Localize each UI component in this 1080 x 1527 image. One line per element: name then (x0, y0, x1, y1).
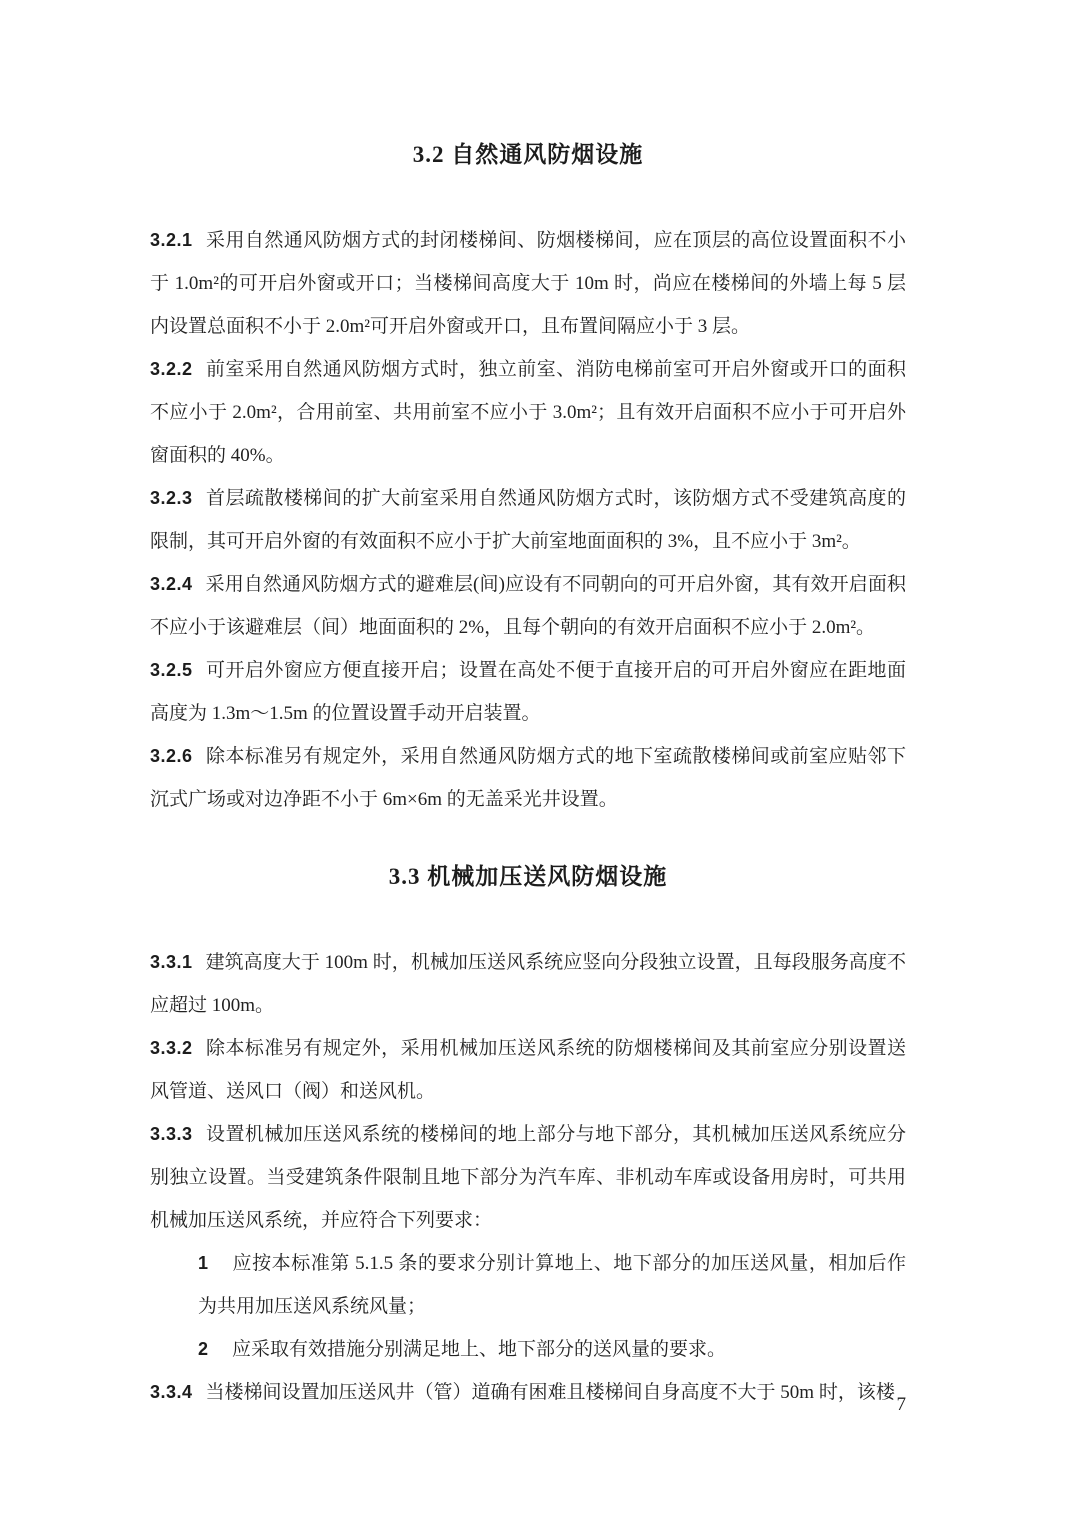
clause-number: 3.2.4 (150, 574, 193, 594)
item-text: 应按本标准第 5.1.5 条的要求分别计算地上、地下部分的加压送风量，相加后作为共用加压送风系统风量； (198, 1253, 906, 1317)
page-number: 7 (896, 1394, 906, 1415)
clause-text: 设置机械加压送风系统的楼梯间的地上部分与地下部分，其机械加压送风系统应分别独立设置。当受建筑条件限制且地下部分为汽车库、非机动车库或设备用房时，可共用机械加压送风系统，并应符合下列要求： (150, 1124, 906, 1231)
clause-text: 除本标准另有规定外，采用机械加压送风系统的防烟楼梯间及其前室应分别设置送风管道、送风口（阀）和送风机。 (150, 1038, 906, 1102)
clause-3-2-4 (150, 563, 906, 649)
clause-text: 首层疏散楼梯间的扩大前室采用自然通风防烟方式时，该防烟方式不受建筑高度的限制，其可开启外窗的有效面积不应小于扩大前室地面面积的 3%，且不应小于 3m²。 (150, 488, 906, 552)
item-number: 1 (198, 1253, 209, 1273)
clause-3-3-2 (150, 1027, 906, 1113)
clause-number: 3.3.3 (150, 1124, 193, 1144)
clause-number: 3.2.1 (150, 230, 193, 250)
section-heading-mechanical-pressurization: 3.3 机械加压送风防烟设施 (388, 864, 668, 889)
clause-number: 3.2.2 (150, 359, 193, 379)
clause-3-2-5 (150, 649, 906, 735)
clause-number: 3.2.6 (150, 746, 193, 766)
clause-number: 3.3.2 (150, 1038, 193, 1058)
clause-text: 可开启外窗应方便直接开启；设置在高处不便于直接开启的可开启外窗应在距地面高度为 1.3m～1.5m 的位置设置手动开启装置。 (150, 660, 906, 724)
clause-3-3-3-item-2 (150, 1328, 906, 1371)
clause-number: 3.2.5 (150, 660, 193, 680)
clause-text: 除本标准另有规定外，采用自然通风防烟方式的地下室疏散楼梯间或前室应贴邻下沉式广场或对边净距不小于 6m×6m 的无盖采光井设置。 (150, 746, 906, 810)
item-text: 应采取有效措施分别满足地上、地下部分的送风量的要求。 (232, 1339, 727, 1360)
clause-number: 3.3.1 (150, 952, 193, 972)
clause-number: 3.3.4 (150, 1382, 193, 1402)
clause-3-2-6 (150, 735, 906, 821)
clause-text: 采用自然通风防烟方式的避难层(间)应设有不同朝向的可开启外窗，其有效开启面积不应小于该避难层（间）地面面积的 2%，且每个朝向的有效开启面积不应小于 2.0m²。 (150, 574, 906, 638)
clause-3-2-3 (150, 477, 906, 563)
section-heading-natural-ventilation: 3.2 自然通风防烟设施 (412, 142, 644, 167)
clause-3-2-2 (150, 348, 906, 477)
section-3-2 (150, 141, 906, 821)
clause-text: 采用自然通风防烟方式的封闭楼梯间、防烟楼梯间，应在顶层的高位设置面积不小于 1.0m²的可开启外窗或开口；当楼梯间高度大于 10m 时，尚应在楼梯间的外墙上每 5 层内设置总面积不小于 2.0m²可开启外窗或开口，且布置间隔应小于 3 层。 (150, 230, 906, 337)
section-3-3 (150, 863, 906, 1414)
clause-3-3-3 (150, 1113, 906, 1242)
clause-text: 前室采用自然通风防烟方式时，独立前室、消防电梯前室可开启外窗或开口的面积不应小于 2.0m²，合用前室、共用前室不应小于 3.0m²；且有效开启面积不应小于可开启外窗面积的 40%。 (150, 359, 906, 466)
clause-3-3-1 (150, 941, 906, 1027)
clause-3-2-1 (150, 219, 906, 348)
clause-text: 建筑高度大于 100m 时，机械加压送风系统应竖向分段独立设置，且每段服务高度不应超过 100m。 (150, 952, 906, 1016)
clause-text: 当楼梯间设置加压送风井（管）道确有困难且楼梯间自身高度不大于 50m 时，该楼 (205, 1382, 895, 1403)
page-content (150, 0, 906, 1414)
clause-number: 3.2.3 (150, 488, 193, 508)
clause-3-3-3-item-1 (150, 1242, 906, 1328)
item-number: 2 (198, 1339, 209, 1359)
